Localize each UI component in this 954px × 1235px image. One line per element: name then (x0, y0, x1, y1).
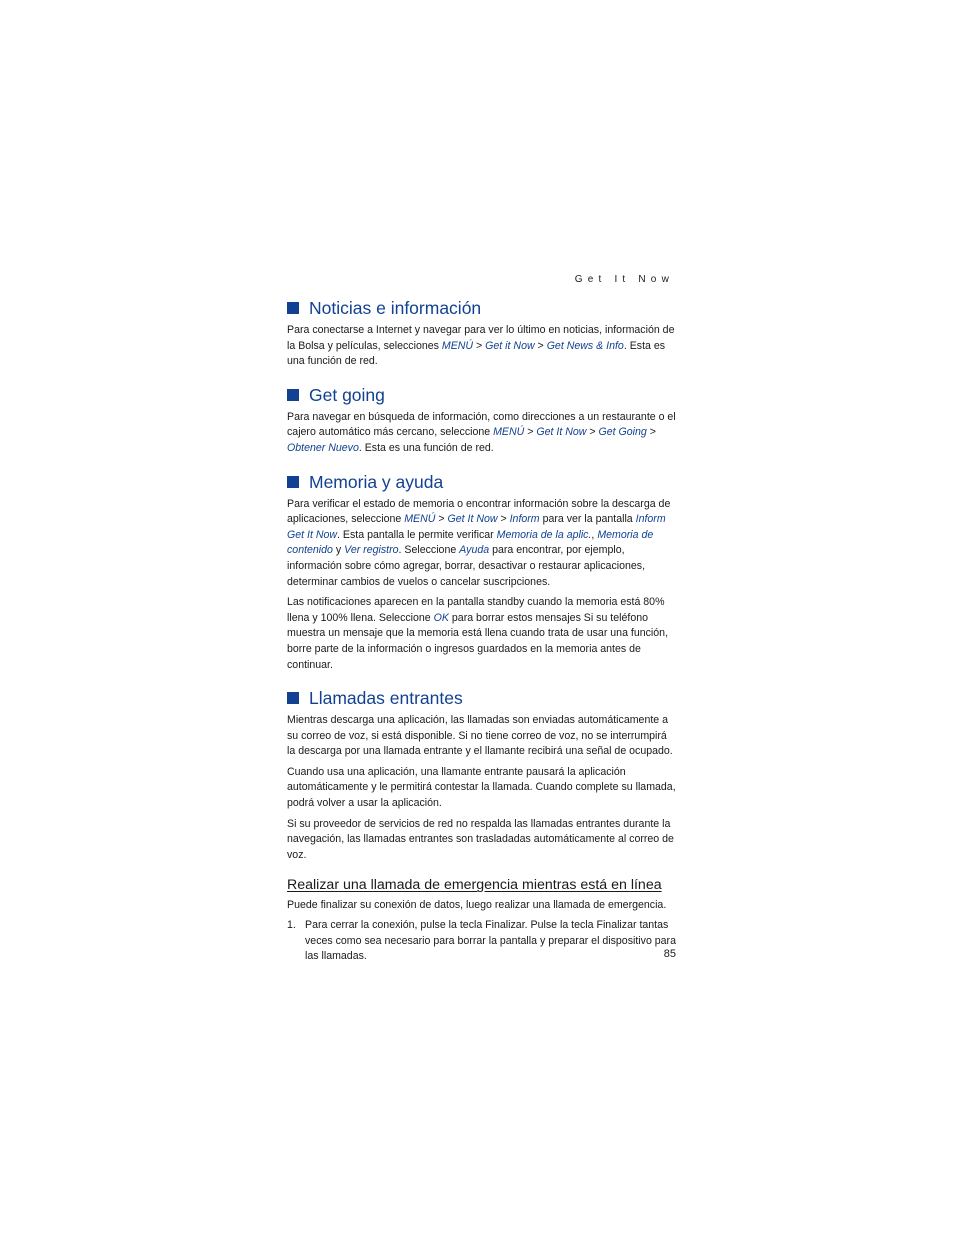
list-item (287, 918, 677, 965)
ui-term-menu: MENÚ (493, 426, 525, 439)
text-run: Para conectarse a Internet y navegar para ver lo último en noticias, información de la Bolsa y películas, selecciones (287, 324, 675, 352)
text-run: . Esta es una función de red. (358, 441, 494, 454)
square-bullet-icon (287, 692, 299, 704)
text-run: , (591, 528, 598, 541)
step-text: Para cerrar la conexión, pulse la tecla Finalizar. Pulse la tecla Finalizar tantas veces como sea necesario para borrar la pantalla y preparar el dispositivo para las llamadas. (305, 919, 676, 963)
page-number: 85 (663, 948, 676, 960)
separator: > (435, 513, 448, 526)
text-run: y (332, 544, 345, 557)
emergencia-paragraph: Puede finalizar su conexión de datos, luego realizar una llamada de emergencia. (287, 899, 667, 912)
heading-memoria-text: Memoria y ayuda (309, 471, 444, 492)
text-run: para borrar estos mensajes Si su teléfono muestra un mensaje que la memoria está llena cuando trata de usar una función, borre parte de la información o ingresos guardados en la memoria antes de continuar. (287, 611, 669, 671)
memoria-paragraph-1 (287, 497, 677, 591)
ui-term-menu: MENÚ (404, 513, 436, 526)
separator: > (586, 426, 599, 439)
ui-term-ayuda: Ayuda (459, 544, 490, 557)
llamadas-paragraph-3: Si su proveedor de servicios de red no respalda las llamadas entrantes durante la navegación, las llamadas entrantes son trasladadas automáticamente al correo de voz. (287, 817, 674, 861)
noticias-paragraph (287, 323, 677, 370)
running-header: Get It Now (574, 274, 674, 285)
separator: > (473, 339, 486, 352)
heading-llamadas (287, 686, 677, 710)
ui-term-ver-registro: Ver registro (344, 544, 399, 557)
ui-term-menu: MENÚ (441, 339, 474, 352)
llamadas-paragraph-2: Cuando usa una aplicación, una llamante entrante pausará la aplicación automáticamente y le permitirá contestar la llamada. Cuando complete su llamada, podrá volver a usar la aplicación. (287, 765, 676, 810)
text-run: Para navegar en búsqueda de información, como direcciones a un restaurante o el cajero automático más cercano, seleccione (287, 410, 676, 439)
text-run: Para verificar el estado de memoria o encontrar información sobre la descarga de aplicaciones, seleccione (287, 497, 671, 526)
separator: > (534, 339, 547, 352)
separator: > (646, 426, 656, 439)
ui-term-memoria-contenido: Memoria de contenido (287, 528, 654, 557)
heading-get-going-text: Get going (309, 384, 385, 405)
separator: > (497, 513, 510, 526)
square-bullet-icon (287, 389, 299, 401)
ui-term-inform-get-it-now: Inform Get It Now (287, 513, 666, 541)
ui-term-get-it-now: Get it Now (485, 339, 535, 352)
square-bullet-icon (287, 302, 299, 314)
separator: > (524, 426, 537, 439)
heading-noticias-text: Noticias e información (309, 298, 482, 318)
page-content (287, 296, 677, 965)
text-run: . Seleccione (398, 544, 460, 557)
ui-term-inform: Inform (509, 513, 540, 526)
text-run: . Esta es una función de red. (287, 339, 666, 368)
text-run: para encontrar, por ejemplo, información sobre cómo agregar, borrar, desactivar o restaurar aplicaciones, determinar cambios de vuelos o cancelar suscripciones. (287, 544, 646, 588)
ui-term-get-it-now: Get It Now (447, 513, 498, 526)
heading-memoria (287, 470, 677, 494)
text-run: . Esta pantalla le permite verificar (337, 528, 497, 541)
ui-term-ok: OK (433, 611, 449, 624)
ui-term-obtener-nuevo: Obtener Nuevo (287, 441, 359, 454)
ui-term-get-going: Get Going (598, 426, 647, 439)
get-going-paragraph (287, 410, 677, 457)
memoria-paragraph-2 (287, 595, 677, 673)
text-run: Las notificaciones aparecen en la pantalla standby cuando la memoria está 80% llena y 100% llena. Seleccione (287, 596, 665, 624)
ui-term-memoria-aplic: Memoria de la aplic. (496, 528, 592, 541)
heading-get-going (287, 383, 677, 407)
document-page (287, 0, 677, 1235)
text-run: para ver la pantalla (539, 513, 636, 526)
subheading-emergencia: Realizar una llamada de emergencia mientras está en línea (287, 877, 662, 894)
heading-noticias (287, 296, 677, 320)
ui-term-get-news-info: Get News & Info (546, 339, 624, 352)
llamadas-paragraph-1: Mientras descarga una aplicación, las llamadas son enviadas automáticamente a su correo de voz, si está disponible. Si no tiene correo de voz, no se interrumpirá la descarga por una llamada entrante y el llamante recibirá una señal de ocupado. (287, 714, 673, 758)
ui-term-get-it-now: Get It Now (536, 426, 587, 439)
step-number: 1. (287, 919, 296, 932)
heading-llamadas-text: Llamadas entrantes (309, 688, 463, 709)
square-bullet-icon (287, 476, 299, 488)
